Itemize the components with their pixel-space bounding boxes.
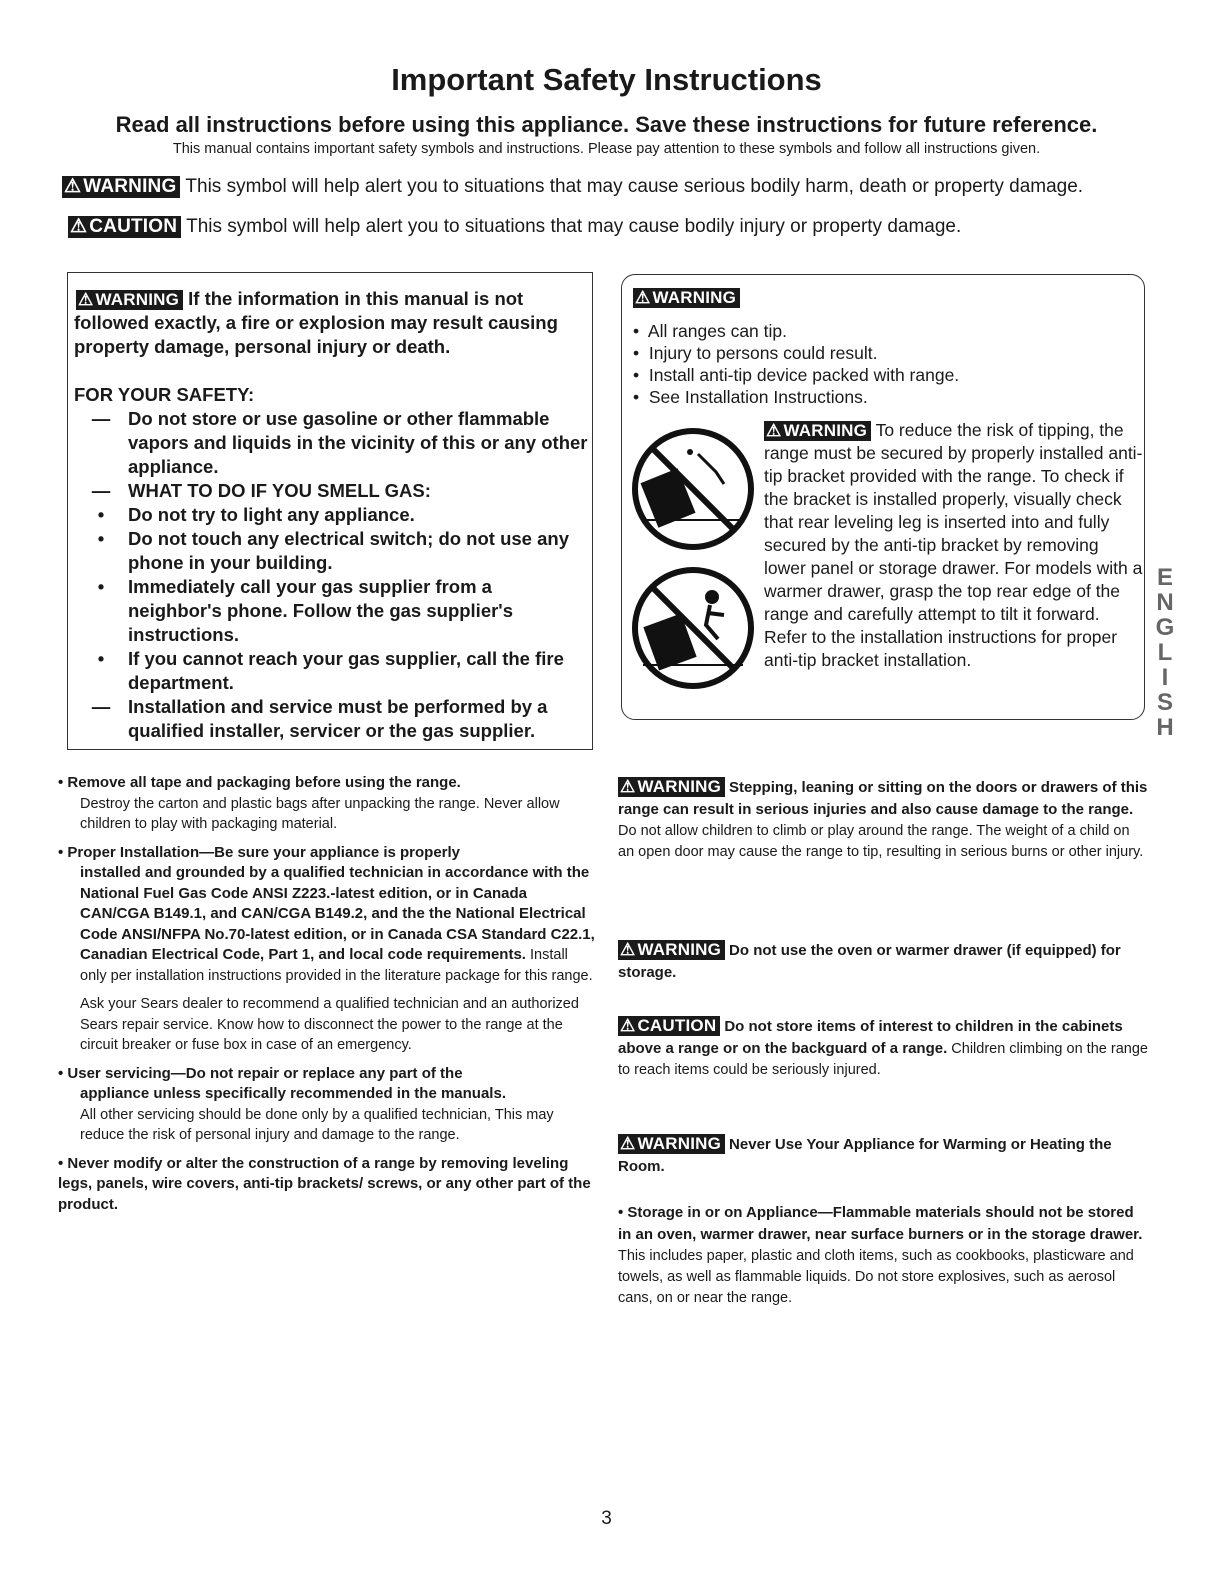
caution-badge: ⚠ CAUTION <box>618 1016 720 1036</box>
gas-item: — Installation and service must be performed by a qualified installer, servicer or the gas supplier. <box>91 696 548 741</box>
never-modify-text: • Never modify or alter the construction of a range by removing leveling legs, panels, wire covers, anti-tip brackets/ screws, or any other part of the product. <box>58 1154 591 1213</box>
gas-warning-lead: If the information in this manual is not <box>188 288 524 309</box>
language-side-tab <box>1152 565 1178 740</box>
right-block-heating <box>618 1134 1148 1178</box>
proper-installation-text: Install only per installation instructions provided in the literature package for this range. <box>80 947 593 984</box>
proper-installation-bold: installed and grounded by a qualified technician in accordance with the National Fuel Gas Code ANSI Z223.-latest edition, or in Canada CAN/CGA B149.1, and CAN/CGA B149.2, and the the National Electrical Code ANSI/NFPA No.70-latest edition, or in Canada CSA Standard C22.1, Canadian Electrical Code, Part 1, and local code requirements. <box>80 864 595 963</box>
alert-triangle-icon: ⚠ <box>70 216 88 237</box>
alert-triangle-icon: ⚠ <box>620 940 636 959</box>
child-climbing-hazard-icon <box>628 563 758 693</box>
left-column <box>58 773 598 1223</box>
caution-symbol-text: This symbol will help alert you to situations that may cause bodily injury or property damage. <box>186 216 962 237</box>
warning-symbol-row <box>62 176 1083 198</box>
warning-badge: ⚠ WARNING <box>633 288 740 308</box>
right-block-stepping <box>618 777 1148 863</box>
sears-dealer-text: Ask your Sears dealer to recommend a qualified technician and an authorized Sears repair service. Know how to disconnect the power to the range at the circuit breaker or fuse box in case of an emergency. <box>80 996 579 1053</box>
anti-tip-text: To reduce the risk of tipping, the range must be secured by properly installed anti-tip bracket provided with the range. To check if the bracket is installed properly, visually check that rear leveling leg is inserted into and fully secured by the anti-tip bracket by removing lower panel or storage drawer. For models with a warmer drawer, grasp the top rear edge of the range and carefully attempt to tilt it forward. Refer to the installation instructions for proper anti-tip bracket installation. <box>764 420 1143 670</box>
range-tip-hazard-icon <box>628 424 758 554</box>
children-caution-text: Children climbing on the range to reach items could be seriously injured. <box>618 1041 1148 1078</box>
remove-packaging-text: Destroy the carton and plastic bags after unpacking the range. Never allow children to play with packaging material. <box>80 795 560 832</box>
user-servicing-bold: appliance unless specifically recommended in the manuals. <box>80 1085 506 1102</box>
gas-warning-content <box>74 287 590 743</box>
anti-tip-paragraph <box>764 419 1144 672</box>
warning-badge: ⚠ WARNING <box>764 421 871 441</box>
anti-tip-badge-wrap <box>633 288 740 308</box>
alert-triangle-icon: ⚠ <box>620 1016 636 1035</box>
oven-storage-warning: Do not use the oven or warmer drawer (if equipped) for storage. <box>618 942 1121 981</box>
gas-item: • Do not touch any electrical switch; do not use any phone in your building. <box>97 528 569 573</box>
list-item: • See Installation Instructions. <box>633 387 868 407</box>
alert-triangle-icon: ⚠ <box>620 1134 636 1153</box>
gas-item: • Do not try to light any appliance. <box>97 504 415 525</box>
warning-symbol-text: This symbol will help alert you to situations that may cause serious bodily harm, death or property damage. <box>185 176 1084 197</box>
proper-installation-heading: • Proper Installation—Be sure your appliance is properly <box>58 843 461 861</box>
flammable-storage-text: This includes paper, plastic and cloth items, such as cookbooks, plasticware and towels, as well as flammable liquids. Do not store explosives, such as aerosol cans, on or near the range. <box>618 1248 1134 1306</box>
gas-item: • Immediately call your gas supplier from a neighbor's phone. Follow the gas supplier's instructions. <box>97 576 513 645</box>
for-your-safety-heading: FOR YOUR SAFETY: <box>74 384 255 405</box>
warning-badge: ⚠ WARNING <box>76 290 183 310</box>
page-number: 3 <box>601 1508 612 1529</box>
right-block-storage <box>618 940 1148 984</box>
user-servicing-heading: • User servicing—Do not repair or replace any part of the <box>58 1064 463 1082</box>
page-subtitle: Read all instructions before using this appliance. Save these instructions for future reference. <box>115 112 1098 137</box>
caution-symbol-row <box>68 216 961 238</box>
gas-item: — WHAT TO DO IF YOU SMELL GAS: <box>91 480 431 501</box>
gas-warning-lead-cont: followed exactly, a fire or explosion may result causing property damage, personal injury or death. <box>74 312 558 357</box>
warning-badge: ⚠ WARNING <box>618 940 725 960</box>
alert-triangle-icon: ⚠ <box>766 421 782 440</box>
caution-badge: ⚠ CAUTION <box>68 216 181 238</box>
remove-packaging-heading: • Remove all tape and packaging before using the range. <box>58 774 461 791</box>
alert-triangle-icon: ⚠ <box>620 777 636 796</box>
gas-item: • If you cannot reach your gas supplier, call the fire department. <box>97 648 564 693</box>
user-servicing-text: All other servicing should be done only by a qualified technician, This may reduce the risk of personal injury and damage to the range. <box>80 1106 554 1143</box>
list-item: • All ranges can tip. <box>633 321 787 341</box>
side-tab-label: E N G L I S H <box>1155 564 1175 741</box>
anti-tip-bullets <box>633 320 959 408</box>
gas-item: — Do not store or use gasoline or other flammable vapors and liquids in the vicinity of this or any other appliance. <box>91 408 588 477</box>
stepping-warning-text: Do not allow children to climb or play around the range. The weight of a child on an open door may cause the range to tip, resulting in serious burns or other injury. <box>618 823 1144 860</box>
alert-triangle-icon: ⚠ <box>64 176 82 197</box>
heating-warning: Never Use Your Appliance for Warming or Heating the Room. <box>618 1136 1112 1175</box>
right-block-flammable <box>618 1202 1148 1309</box>
flammable-storage-bold: • Storage in or on Appliance—Flammable materials should not be stored in an oven, warmer drawer, near surface burners or in the storage drawer. <box>618 1204 1143 1243</box>
stepping-warning-bold: Stepping, leaning or sitting on the doors or drawers of this range can result in serious injuries and also cause damage to the range. <box>618 779 1148 818</box>
page-title: Important Safety Instructions <box>391 62 822 97</box>
children-caution-bold: Do not store items of interest to children in the cabinets above a range or on the backguard of a range. <box>618 1018 1123 1057</box>
intro-text: This manual contains important safety symbols and instructions. Please pay attention to these symbols and follow all instructions given. <box>172 141 1041 157</box>
list-item: • Install anti-tip device packed with range. <box>633 365 960 385</box>
alert-triangle-icon: ⚠ <box>635 288 651 307</box>
list-item: • Injury to persons could result. <box>633 343 878 363</box>
warning-badge: ⚠ WARNING <box>618 1134 725 1154</box>
warning-badge: ⚠ WARNING <box>618 777 725 797</box>
right-block-children <box>618 1016 1148 1081</box>
alert-triangle-icon: ⚠ <box>78 290 94 309</box>
warning-badge: ⚠ WARNING <box>62 176 180 198</box>
